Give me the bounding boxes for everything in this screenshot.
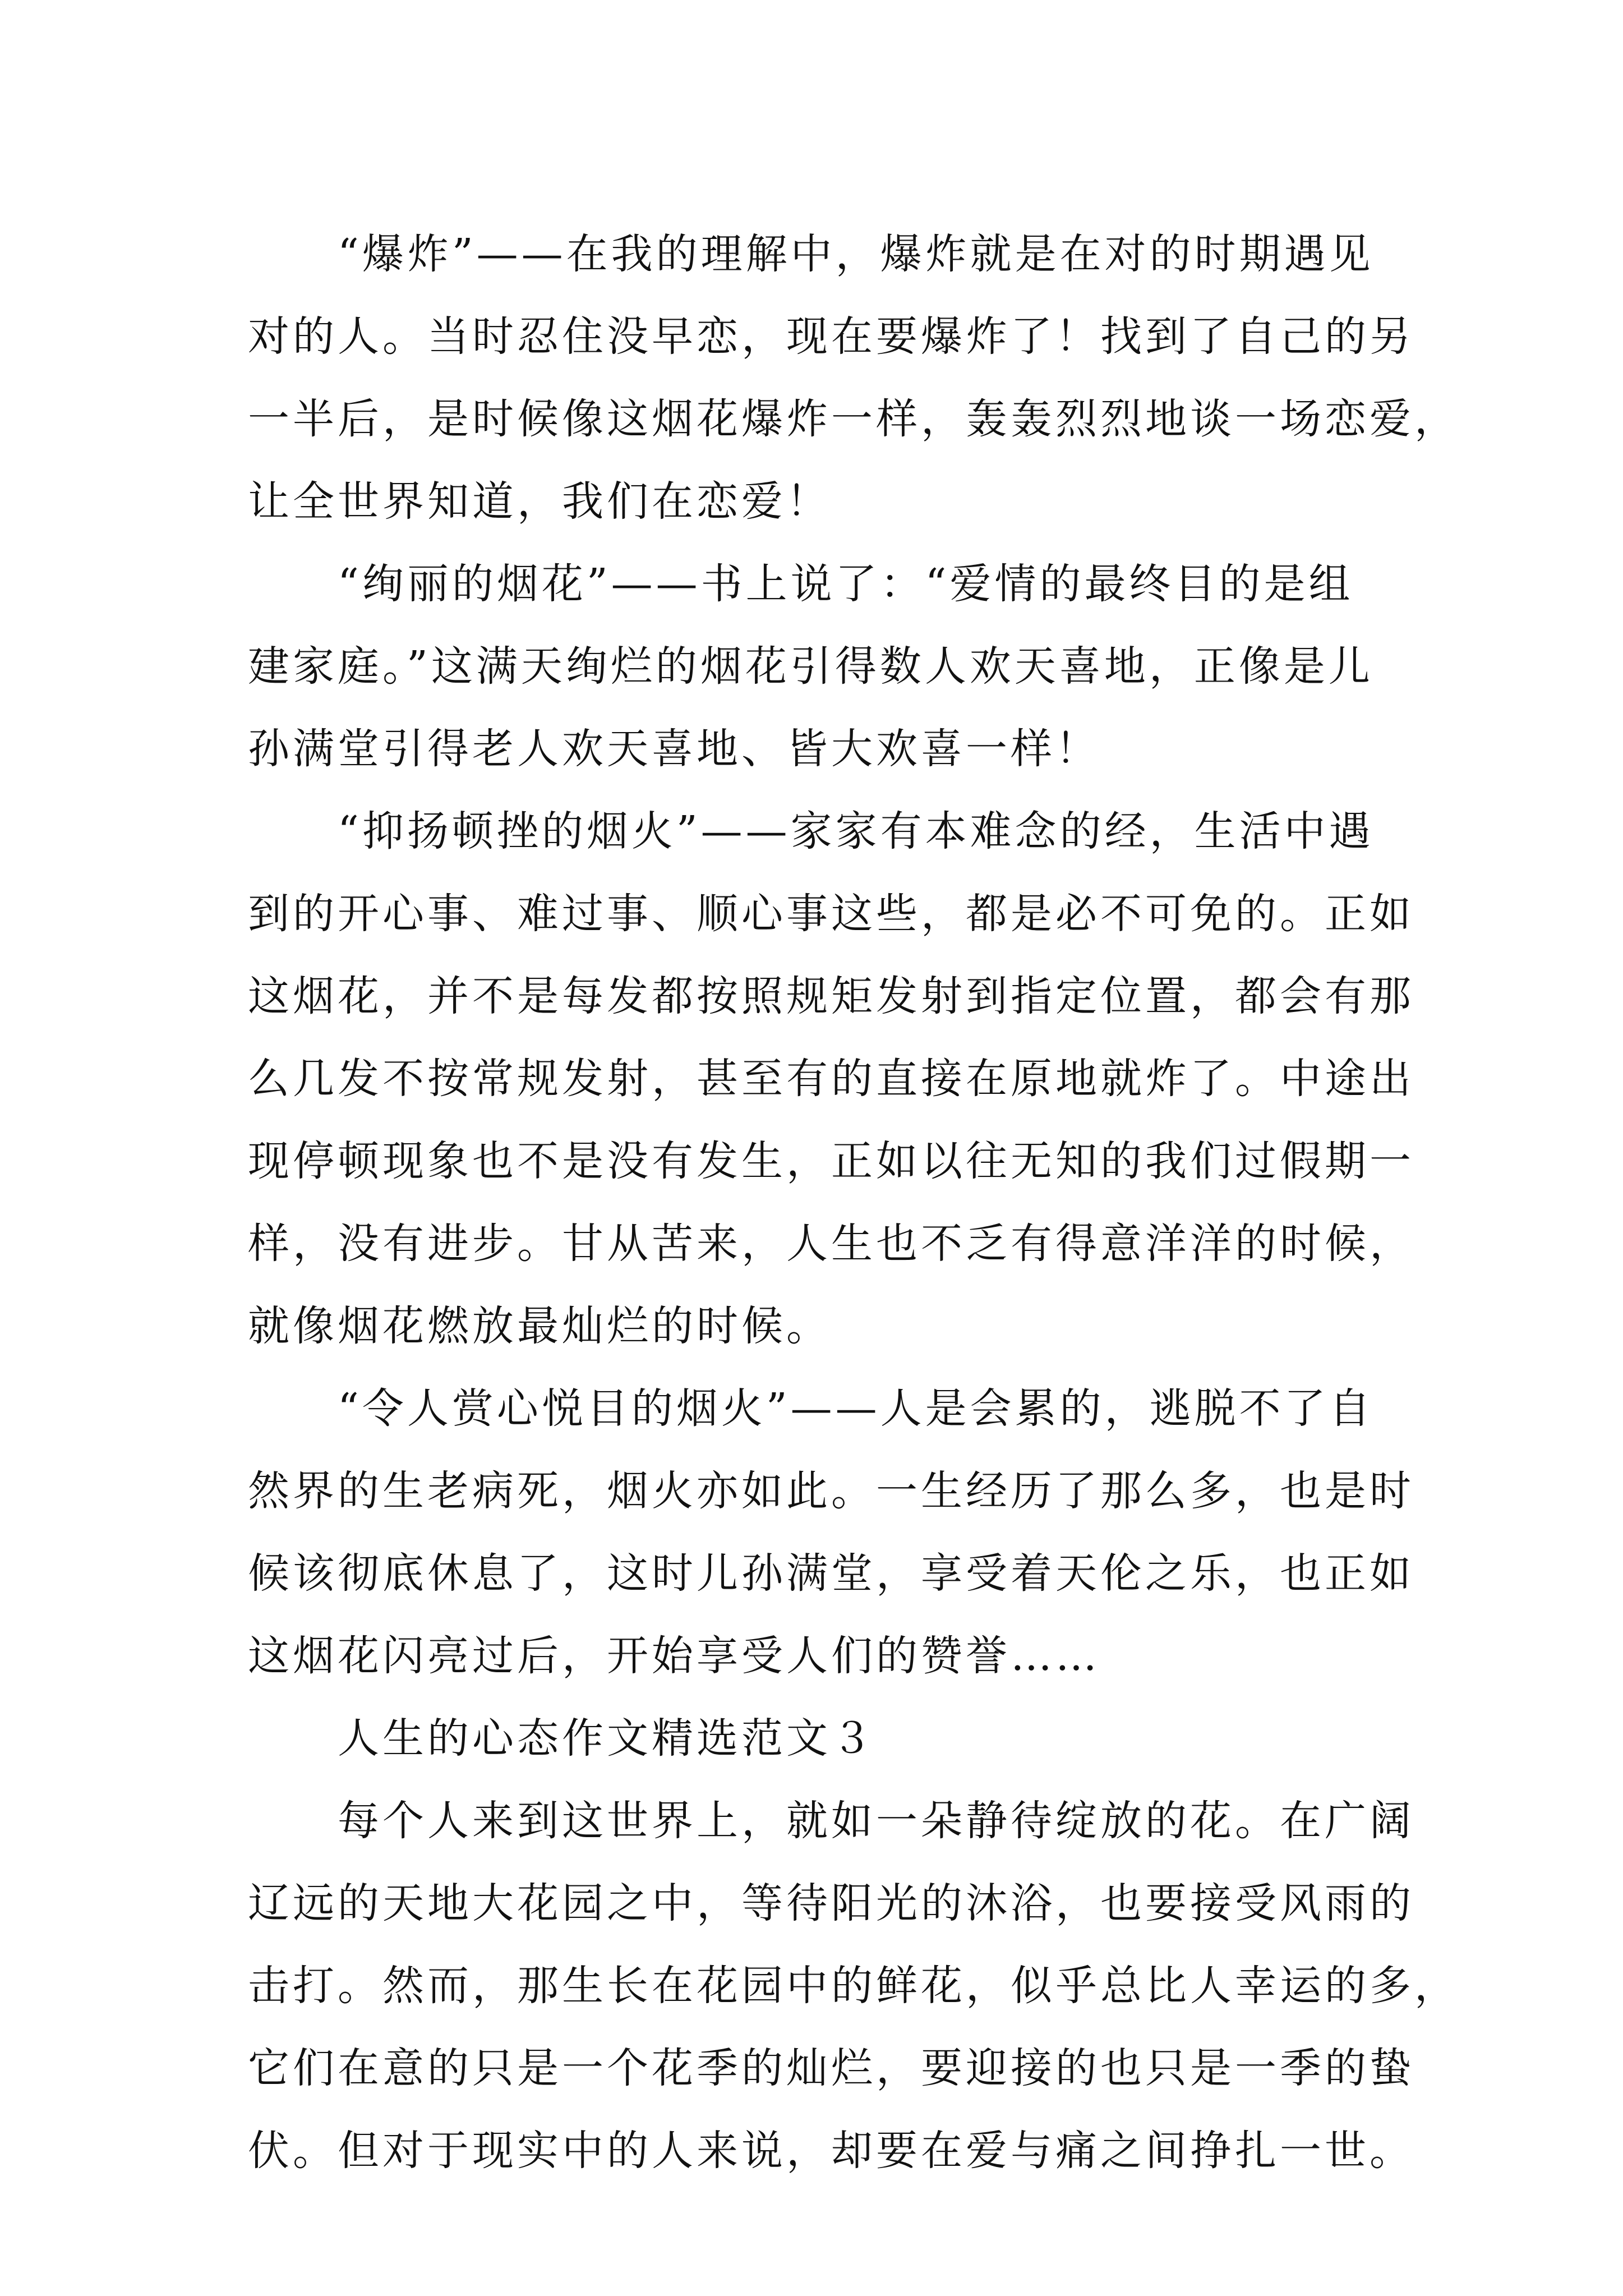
essay-text <box>248 213 1459 2192</box>
text-line: 到的开心事、难过事、顺心事这些，都是必不可免的。正如 <box>248 890 1414 938</box>
text-line: 就像烟花燃放最灿烂的时候。 <box>248 1302 831 1350</box>
text-line: 这烟花，并不是每发都按照规矩发射到指定位置，都会有那 <box>248 972 1414 1020</box>
text-line: 候该彻底休息了，这时儿孙满堂，享受着天伦之乐，也正如 <box>248 1549 1414 1598</box>
text-line: 对的人。当时忍住没早恋，现在要爆炸了！找到了自己的另 <box>248 312 1414 361</box>
text-line: 击打。然而，那生长在花园中的鲜花，似乎总比人幸运的多， <box>248 1962 1459 2010</box>
text-line: 然界的生老病死，烟火亦如此。一生经历了那么多，也是时 <box>248 1467 1414 1515</box>
text-line: 孙满堂引得老人欢天喜地、皆大欢喜一样！ <box>248 725 1100 773</box>
text-line: “抑扬顿挫的烟火”——家家有本难念的经，生活中遇 <box>248 807 1374 855</box>
text-line: 么几发不按常规发射，甚至有的直接在原地就炸了。中途出 <box>248 1055 1414 1103</box>
text-line: 每个人来到这世界上，就如一朵静待绽放的花。在广阔 <box>248 1797 1414 1845</box>
text-line: 这烟花闪亮过后，开始享受人们的赞誉…… <box>248 1632 1100 1680</box>
text-line: “令人赏心悦目的烟火”——人是会累的，逃脱不了自 <box>248 1384 1374 1433</box>
section-heading: 人生的心态作文精选范文３ <box>248 1714 876 1763</box>
text-line: 一半后，是时候像这烟花爆炸一样，轰轰烈烈地谈一场恋爱， <box>248 395 1459 443</box>
text-line: 伏。但对于现实中的人来说，却要在爱与痛之间挣扎一世。 <box>248 2127 1414 2175</box>
text-line: 它们在意的只是一个花季的灿烂，要迎接的也只是一季的蛰 <box>248 2044 1414 2092</box>
text-line: “爆炸”——在我的理解中，爆炸就是在对的时期遇见 <box>248 230 1374 278</box>
text-line: 辽远的天地大花园之中，等待阳光的沐浴，也要接受风雨的 <box>248 1879 1414 1927</box>
text-line: 让全世界知道，我们在恋爱！ <box>248 477 831 526</box>
text-line: 样，没有进步。甘从苦来，人生也不乏有得意洋洋的时候， <box>248 1220 1414 1268</box>
text-line: 现停顿现象也不是没有发生，正如以往无知的我们过假期一 <box>248 1137 1414 1185</box>
text-line: 建家庭。”这满天绚烂的烟花引得数人欢天喜地，正像是儿 <box>248 642 1373 691</box>
text-line: “绚丽的烟花”——书上说了：“爱情的最终目的是组 <box>248 560 1354 608</box>
